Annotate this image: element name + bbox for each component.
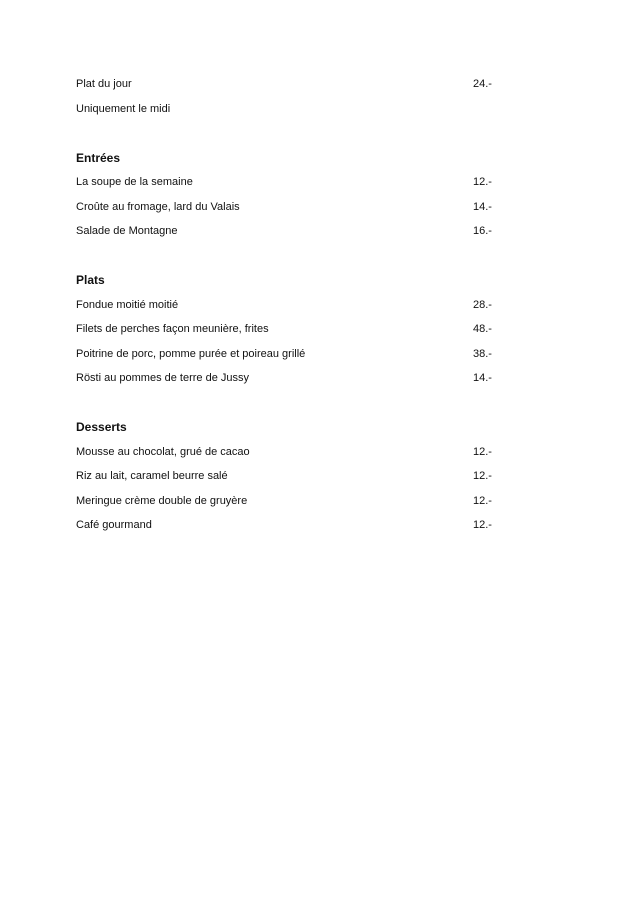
menu-item-note	[76, 101, 496, 126]
menu-item	[76, 517, 496, 542]
section-spacer	[76, 125, 496, 150]
menu-item-price: 16.-	[473, 225, 492, 237]
menu-item	[76, 297, 496, 322]
menu-item	[76, 321, 496, 346]
menu-item-name: Mousse au chocolat, grué de cacao	[76, 445, 250, 458]
menu-item-name: Plat du jour	[76, 78, 132, 90]
menu-item-price: 12.-	[473, 470, 492, 482]
menu-item	[76, 346, 496, 371]
menu-item	[76, 174, 496, 199]
menu-item-note-text: Uniquement le midi	[76, 102, 171, 115]
menu-item-price: 12.-	[473, 494, 492, 507]
menu-item-name: Poitrine de porc, pomme purée et poireau grillé	[76, 347, 306, 360]
menu-item	[76, 444, 496, 469]
menu-item-price: 28.-	[473, 298, 492, 311]
menu-list	[76, 76, 496, 542]
section-title-desserts: Desserts	[76, 420, 127, 434]
menu-item-price: 24.-	[473, 78, 492, 90]
menu-item-price: 12.-	[473, 445, 492, 458]
menu-item-name: Filets de perches façon meunière, frites	[76, 323, 269, 335]
menu-item-name: Café gourmand	[76, 519, 152, 531]
section-spacer	[76, 248, 496, 273]
menu-item-price: 48.-	[473, 323, 492, 335]
section-title-plats: Plats	[76, 273, 105, 287]
menu-item-price: 12.-	[473, 519, 492, 531]
menu-item	[76, 223, 496, 248]
menu-item-name: Rösti au pommes de terre de Jussy	[76, 372, 250, 384]
menu-item-name: Meringue crème double de gruyère	[76, 494, 248, 507]
menu-item-price: 14.-	[473, 200, 492, 213]
section-title-entrees: Entrées	[76, 150, 121, 165]
menu-item	[76, 199, 496, 224]
menu-item	[76, 370, 496, 395]
menu-item-name: Croûte au fromage, lard du Valais	[76, 200, 240, 213]
menu-item	[76, 493, 496, 518]
menu-item-plat-du-jour	[76, 76, 496, 101]
menu-item-price: 14.-	[473, 372, 492, 384]
section-spacer	[76, 395, 496, 420]
menu-item-name: Riz au lait, caramel beurre salé	[76, 470, 228, 482]
menu-item-name: Salade de Montagne	[76, 225, 178, 237]
menu-item-price: 38.-	[473, 347, 492, 360]
menu-item-name: La soupe de la semaine	[76, 176, 193, 188]
menu-item-price: 12.-	[473, 176, 492, 188]
menu-item	[76, 468, 496, 493]
menu-item-name: Fondue moitié moitié	[76, 298, 179, 311]
